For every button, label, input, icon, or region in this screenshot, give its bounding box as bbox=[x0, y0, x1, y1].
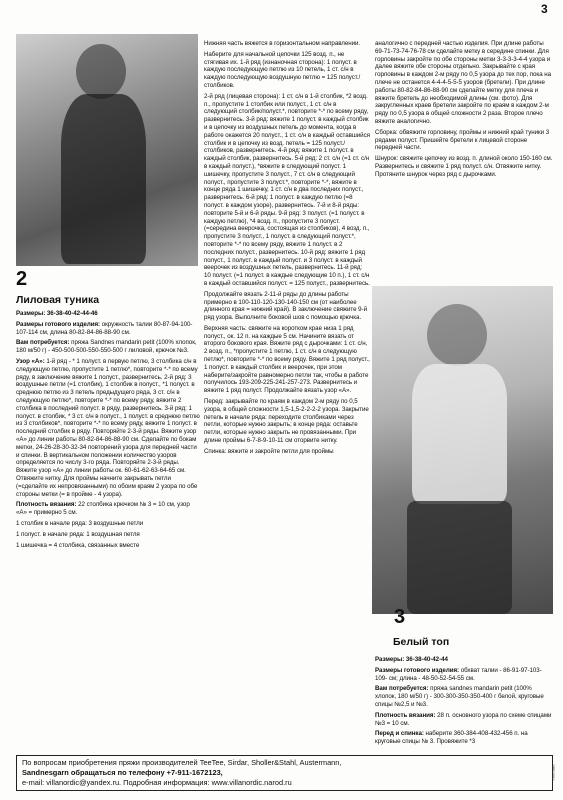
pattern-label: Узор «А»: bbox=[16, 357, 45, 365]
item-2-text bbox=[16, 310, 200, 552]
materials-value: пряжа sandnes mandarin petit (100% хлопок, 180 м/50 г) - 300-300-350-350-400 г белой, круговые спицы №2,5 и №3. bbox=[375, 685, 544, 708]
gauge-label: Плотность вязания: bbox=[375, 711, 436, 719]
gauge-value: 28 п. основного узора по схеме спицами №3 = 10 см. bbox=[375, 711, 552, 727]
middle-column-text bbox=[204, 40, 370, 459]
paragraph: Перед: закрывайте по краям в каждом 2-м ряду по 0,5 узора, в общей сложности 1,5-1,5-2-2-2-2 узора. Закрытие петель в начале ряда: переходите столбиками через петли, которые нужно закрыть; в конце ряда: оставьте петли, которые нужно закрыть не провязанными. При длине проймы 6-7-8-9-10-11 см оторвите нитку. bbox=[204, 398, 369, 445]
paragraph: Наберите для начальной цепочки 125 возд. п., не стягивая их. 1-й ряд (изнаночная сторона): 1 полуст. в каждую последующую петлю из 10 петель, 1 ст. с/н в каждую последующую воздушную петлю = 125 полуст./столбиков. bbox=[204, 50, 361, 89]
gauge-value: 22 столбика крючком № 3 = 10 см, узор «А» = примерно 5 см. bbox=[16, 501, 190, 517]
footer-line: e-mail: villanordic@yandex.ru. Подробная информация: www.villanordic.narod.ru bbox=[22, 778, 292, 787]
item-2-number: 2 bbox=[16, 268, 28, 290]
finished-label: Размеры готового изделия: bbox=[375, 666, 460, 674]
sizes-value: 36-38-40-42-44 bbox=[405, 656, 448, 663]
front-value: наберите 360-384-408-432-456 п. на круговые спицы № 3. Провяжите *3 bbox=[375, 730, 528, 746]
sizes-label: Размеры: bbox=[375, 656, 405, 663]
paragraph: Спинка: вяжите и закройте петли для проймы bbox=[204, 447, 334, 455]
note: 1 столбик в начале ряда: 3 воздушные петли bbox=[16, 519, 144, 527]
page-number: 3 bbox=[541, 2, 548, 16]
paragraph: Продолжайте вязать 2-11-й ряды до длины работы примерно в 100-110-120-130-140-150 см (от наиболее длинного края = нижний край). В заключение свяжите 9-й ряд узора. Выполните боковой шов с помощью крючка. bbox=[204, 290, 367, 322]
paragraph: Шнурок: свяжите цепочку из возд. п. длиной около 150-160 см. Развернитесь и свяжите 1 ряд полуст. с/н. Отвяжите нитку. Протяните шнурок через ряд с дырочками. bbox=[375, 155, 553, 178]
advert-side-label: Реклама bbox=[550, 764, 556, 781]
item-3-text bbox=[375, 656, 553, 749]
pattern-value: 1-й ряд - * 1 полуст. в первую петлю, 3 столбика с/н в следующую петлю, пропустите 1 петлю*, повторите *-* по всему ряду, в заключение вяжите 1 полуст., развернитесь. 2-й ряд: 3 воздушные петли (=1 столбик), 1 столбик в полуст., *1 полуст. в среднюю петлю из 3 петель предыдущего ряда, 3 ст. с/н в следующую петлю*, повторите *-* по всему ряду, вяжите 2 столбика в последний полуст. в ряду, развернитесь. 3-й ряд: 1 полуст. в столбик, * 3 ст. с/н в полуст., 1 полуст. в среднюю петлю из 3 столбиков*, повторите *-* по всему ряду, вяжите 1 полуст. в последний столбик в ряду. Повторяйте 2-3-й ряды. Вяжите узор «А» до линии работы 80-82-84-86-88-90 см. Сделайте по бокам метки, 24-26-28-30-32-34 повторений узора для передней части и спинки. В вертикальном положении количество узоров определяется по числу 3-го ряда. Повторяйте 2-3-й ряды. Вяжите узор «А» до линии работы ок. 60-61-62-63-64-65 см. Отвяжите нитку. Для проймы начните закрывать петли (=сделайте их непровязанными) по обоим краям 2 узора по обе стороны метки (= в пройме - 4 узора). bbox=[16, 357, 200, 498]
paragraph: Нижняя часть вяжется в горизонтальном направлении. bbox=[204, 40, 361, 47]
front-label: Перед и спинка: bbox=[375, 730, 424, 738]
paragraph: Верхняя часть: свяжите на коротком крае низа 1 ряд полуст., ок. 12 п. на каждые 5 см. Начините вязать от второго бокового края. Вяжите ряд с дырочками: 1 ст. с/н, 2 возд. п., *пропустите 1 петлю, 1 ст. с/н в следующую петлю*, повторите *-* по всему ряду. Вяжите 1 ряд полуст., 1 полуст. в каждый столбик и веерочек, при этом наберите/закройте равномерно петли так, чтобы в работе получилось 193-209-225-241-257-273. Развернитесь и вяжите 1 ряд полуст. Продолжайте вязать узор «А». bbox=[204, 324, 370, 395]
sizes-value: 36-38-40-42-44-46 bbox=[46, 310, 98, 317]
footer-line: Sandnesgarn обращаться по телефону +7-911-1672123, bbox=[22, 768, 223, 777]
top-photo bbox=[372, 286, 553, 614]
finished-value: окружность талии 80-87-94-100-107-114 см, длина 80-82-84-86-88-90 см. bbox=[16, 320, 193, 336]
materials-label: Вам потребуется: bbox=[16, 339, 70, 347]
materials-value: пряжа Sandnes mandarin petit (100% хлопок, 180 м/50 г) - 450-500-500-550-550-500 г лиловой, крючок №3. bbox=[16, 339, 197, 355]
note: 1 полуст. в начале ряда: 1 воздушная петля bbox=[16, 530, 140, 538]
finished-label: Размеры готового изделия: bbox=[16, 320, 101, 328]
note: 1 шишечка = 4 столбика, связанных вместе bbox=[16, 541, 140, 549]
footer-line: По вопросам приобретения пряжи производителей TeeTee, Sirdar, Sholler&Stahl, Austermann, bbox=[22, 758, 342, 767]
item-3-number: 3 bbox=[394, 606, 406, 628]
right-column-text bbox=[375, 40, 553, 182]
paragraph: Сборка: обвяжите горловину, проймы и нижний край туники 3 рядами полуст. Пришейте бретели к лицевой стороне передней части. bbox=[375, 128, 550, 152]
item-3-title: Белый топ bbox=[393, 636, 450, 648]
sizes-label: Размеры: bbox=[16, 310, 46, 317]
gauge-label: Плотность вязания: bbox=[16, 501, 77, 509]
paragraph: 2-й ряд (лицевая сторона): 1 ст. с/н в 1-й столбик, *2 возд. п., пропустите 1 столбик или полуст., 1 ст. с/н в следующий столбик/полуст.*, повторите *-* по всему ряду, развернитесь. 3-й ряд: вяжите 1 полуст. в каждый столбик и в цепочку из воздушных петель до момента, когда в работе окажется 20 полуст., 1 ст. с/н в каждый оставшийся столбик и в цепочку из возд. петель = 125 полуст./столбиков, развернитесь. 4-й ряд: вяжите 1 полуст. в каждый столбик, развернитесь. 5-й ряд: 2 ст. с/н (=1 ст. с/н в каждый полуст.), *вяжите в следующий полуст. 1 шишечку, пропустите 3 полуст., 7 ст. с/н в следующий полуст., пропустите 3 полуст.*, повторите *-*, вяжите в конце ряда 1 шишечку, 1 ст. с/н в два последних полуст., развернитесь. 6-й ряд: 1 полуст. в каждую петлю (=8 полуст. в каждом узоре), развернитесь. 7-й и 8-й ряды: повторите 5-й и 6-й ряды. 9-й ряд: 3 полуст. (=1 полуст. в каждую петлю), *4 возд. п., пропустите 3 полуст. (=середина веерочка, состоящая из столбиков), 4 возд. п., пропустите 3 полуст., 1 полуст. в следующий полуст.*, повторите *-* по всему ряду, вяжите 1 полуст. в 2 последних полуст., развернитесь. 10-й ряд: вяжите 1 ряд полуст., 1 полуст. в каждый полуст. и 3 полуст. в каждый веерочек из воздушных петель, развернитесь. 11-й ряд: 10 полуст. (=1 полуст. в каждые следующие 10 п.), 1 ст. с/н в каждый оставшийся полуст. = 125 полуст., развернитесь. bbox=[204, 92, 370, 287]
materials-label: Вам потребуется: bbox=[375, 685, 429, 693]
paragraph: аналогично с передней частью изделия. При длине работы 69-71-73-74-76-78 см сделайте метку в середине спинки. Для горловины закройте по обе стороны метки 3-3-3-3-4-4 узора и далее вяжите обе стороны отдельно. Закрывайте с края горловины в каждом 2-м ряду по 0,5 узора до тех пор, пока на плече не останется 4-4-4-5-5-5 узоров (бретели). При длине работы 80-82-84-86-88-90 см сделайте метку для плеча и вяжите бретель до необходимой длины (см. фото). Для закругленных краев бретели закройте по краям в каждом 2-м ряду по 0,5 узора в общей сложности 2 раза. Второе плечо вяжите аналогично. bbox=[375, 40, 552, 125]
item-2-title: Лиловая туника bbox=[16, 294, 100, 306]
finished-value: обхват талии - 86-91-97-103-109- см; длина - 48-50-52-54-55 см. bbox=[375, 666, 542, 682]
tunic-photo bbox=[16, 34, 198, 266]
advertisement-box bbox=[16, 755, 553, 791]
